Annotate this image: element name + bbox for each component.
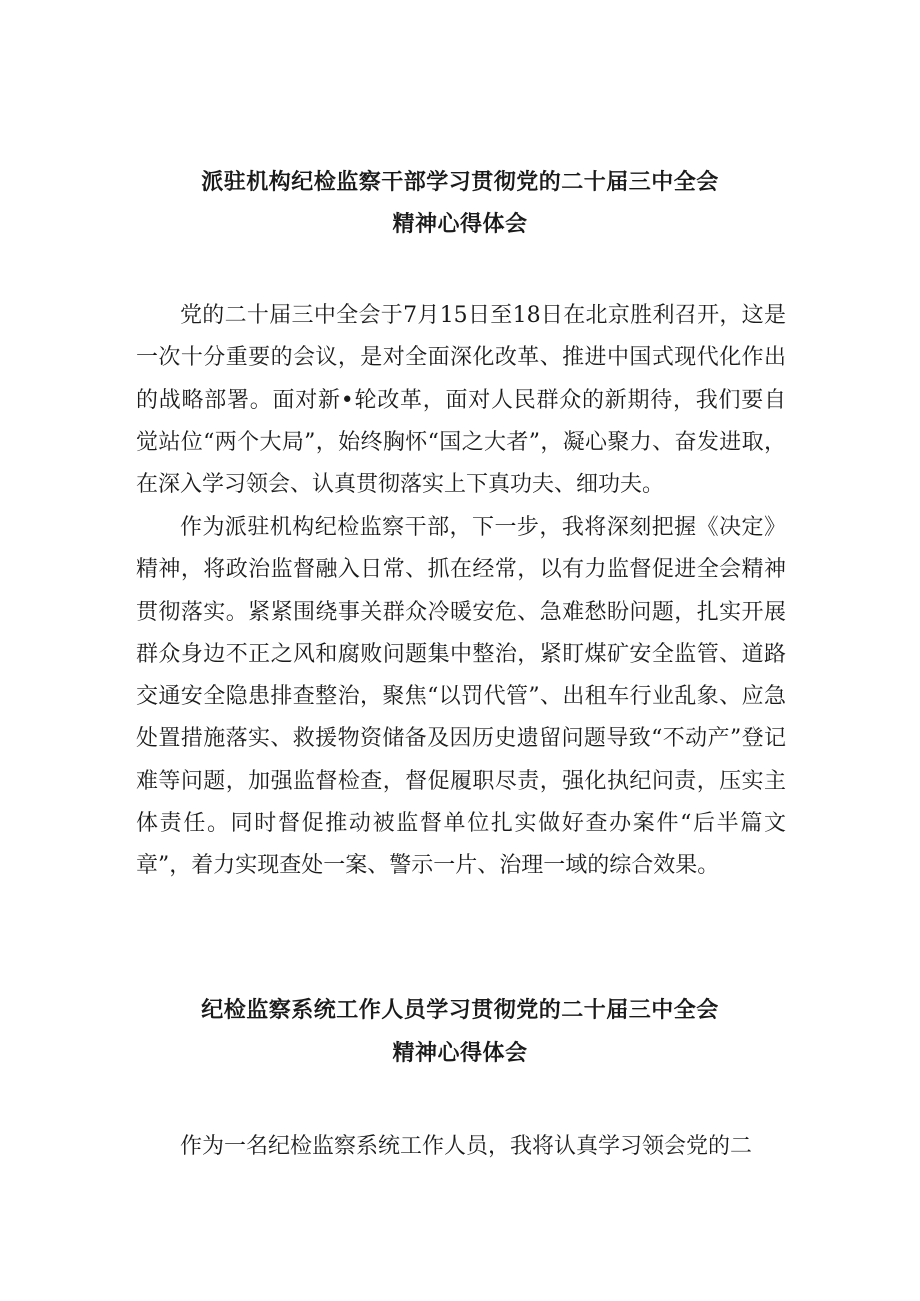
article1-title-line2: 精神心得体会 xyxy=(392,212,528,237)
article2-paragraph-1: 作为一名纪检监察系统工作人员，我将认真学习领会党的二 xyxy=(180,1134,753,1159)
article1-title-line1: 派驻机构纪检监察干部学习贯彻党的二十届三中全会 xyxy=(201,170,719,195)
article1-paragraph-1: 党的二十届三中全会于7月15日至18日在北京胜利召开，这是一次十分重要的会议，是对全面深化改革、推进中国式现代化作出的战略部署。面对新•轮改革，面对人民群众的新期待，我们要自觉站位“两个大局”，始终胸怀“国之大者”，凝心聚力、奋发进取，在深入学习领会、认真贯彻落实上下真功夫、细功夫。 xyxy=(136,303,786,498)
article1-paragraph-2: 作为派驻机构纪检监察干部，下一步，我将深刻把握《决定》精神，将政治监督融入日常、抓在经常，以有力监督促进全会精神贯彻落实。紧紧围绕事关群众冷暖安危、急难愁盼问题，扎实开展群众身边不正之风和腐败问题集中整治，紧盯煤矿安全监管、道路交通安全隐患排查整治，聚焦“以罚代管”、出租车行业乱象、应急处置措施落实、救援物资储备及因历史遗留问题导致“不动产”登记难等问题，加强监督检查，督促履职尽责，强化执纪问责，压实主体责任。同时督促推动被监督单位扎实做好查办案件“后半篇文章”，着力实现查处一案、警示一片、治理一域的综合效果。 xyxy=(136,515,786,879)
article2-title-line1: 纪检监察系统工作人员学习贯彻党的二十届三中全会 xyxy=(201,998,719,1023)
article2-title-line2: 精神心得体会 xyxy=(392,1041,528,1066)
